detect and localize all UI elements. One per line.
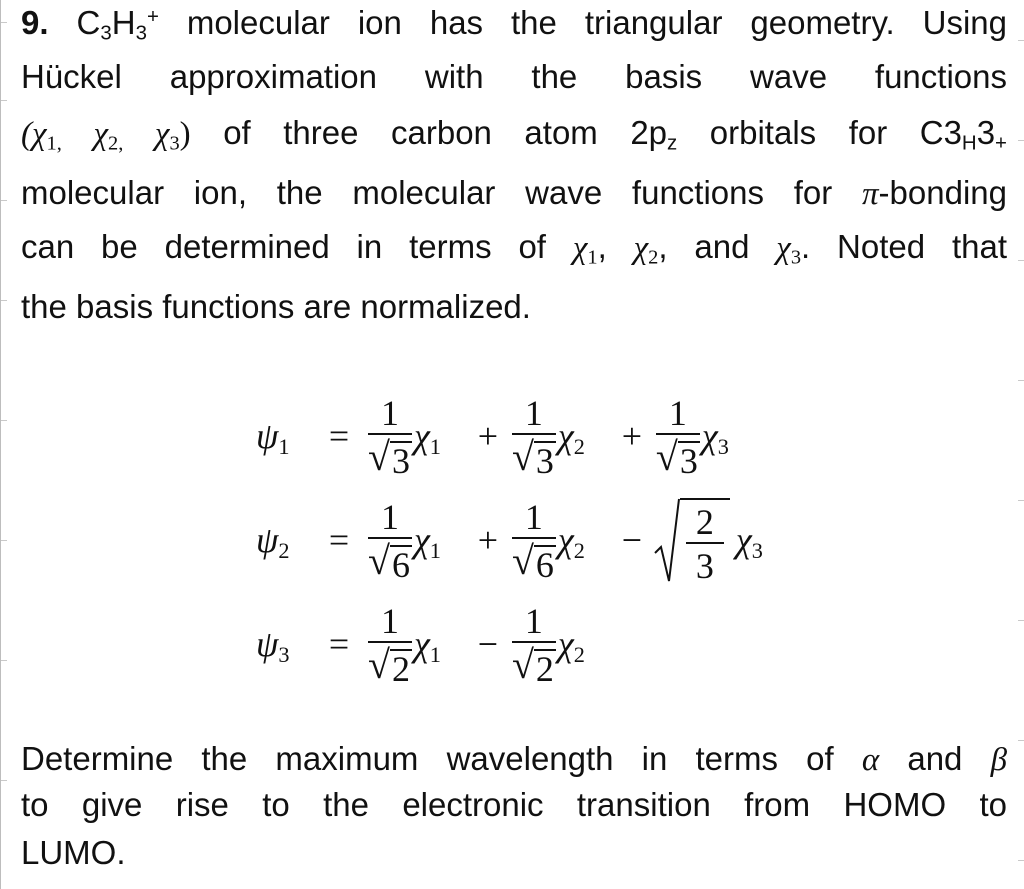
statement-line-2: Hückel approximation with the basis wave functions [21,58,1007,95]
coefficient-fraction: 1 √ 2 [511,601,554,689]
coefficient-fraction: 1 √ 3 [511,393,554,481]
statement-line-4: molecular ion, the molecular wave functions for π-bonding [21,174,1007,212]
equals-sign: = [328,520,350,560]
equation-psi-1 [256,386,754,486]
basis-function: $\chi_1$ [413,416,441,460]
alpha-symbol: α [861,742,880,778]
coefficient-fraction: 1 √ 3 [368,393,410,481]
formula: $C_3H_3^+$ [76,4,159,45]
operator: + [477,416,499,456]
beta-symbol: β [990,742,1007,778]
coefficient-fraction: 1 √ 6 [368,497,410,585]
equation-lhs: $\psi_1$ [256,416,290,460]
problem-number: 9. [21,4,49,41]
basis-function: $\chi_2$ [557,520,585,564]
coefficient-fraction: 1 √ 6 [511,497,554,585]
sqrt-fraction: $\frac{2}{3}$ [654,490,730,590]
statement-line-1: 9. $C_3H_3^+$ molecular ion has the triangular geometry. Using [21,4,1007,45]
radical-sign [654,495,680,585]
equation-psi-2 [256,490,788,590]
equation-psi-3 [256,594,610,694]
question-line-2: to give rise to the electronic transition from HOMO to [21,786,1007,823]
statement-line-6: the basis functions are normalized. [21,288,531,325]
equals-sign: = [328,416,350,456]
statement-line-3: ($\chi_{1,}$ $\chi_{2,}$ $\chi_3$) of three carbon atom $2p_z$ orbitals for $C3_H3_+$ [21,114,1007,155]
question-line-1: Determine the maximum wavelength in terms of α and β [21,740,1007,778]
operator: + [621,416,643,456]
basis-function: $\chi_1$ [413,624,441,668]
basis-function: $\chi_3$ [735,520,763,564]
basis-set: ($\chi_{1,}$ $\chi_{2,}$ $\chi_3$) [21,116,191,155]
basis-function: $\chi_2$ [557,624,585,668]
operator: + [477,520,499,560]
equation-lhs: $\psi_2$ [256,520,290,564]
question-line-3: LUMO. [21,834,126,871]
formula: $3_H3_+$ [943,114,1007,155]
coefficient-fraction: 1 √ 2 [368,601,410,689]
statement-line-5: can be determined in terms of $\chi_1$, $\chi_2$, and $\chi_3$. Noted that [21,228,1007,269]
basis-function: $\chi_1$ [413,520,441,564]
basis-function: $\chi_2$ [557,416,585,460]
basis-function: $\chi_3$ [701,416,729,460]
equals-sign: = [328,624,350,664]
operator: − [477,624,499,664]
pi-symbol: π [862,176,879,212]
equation-lhs: $\psi_3$ [256,624,290,668]
coefficient-fraction: 1 √ 3 [655,393,698,481]
operator: − [621,520,643,560]
